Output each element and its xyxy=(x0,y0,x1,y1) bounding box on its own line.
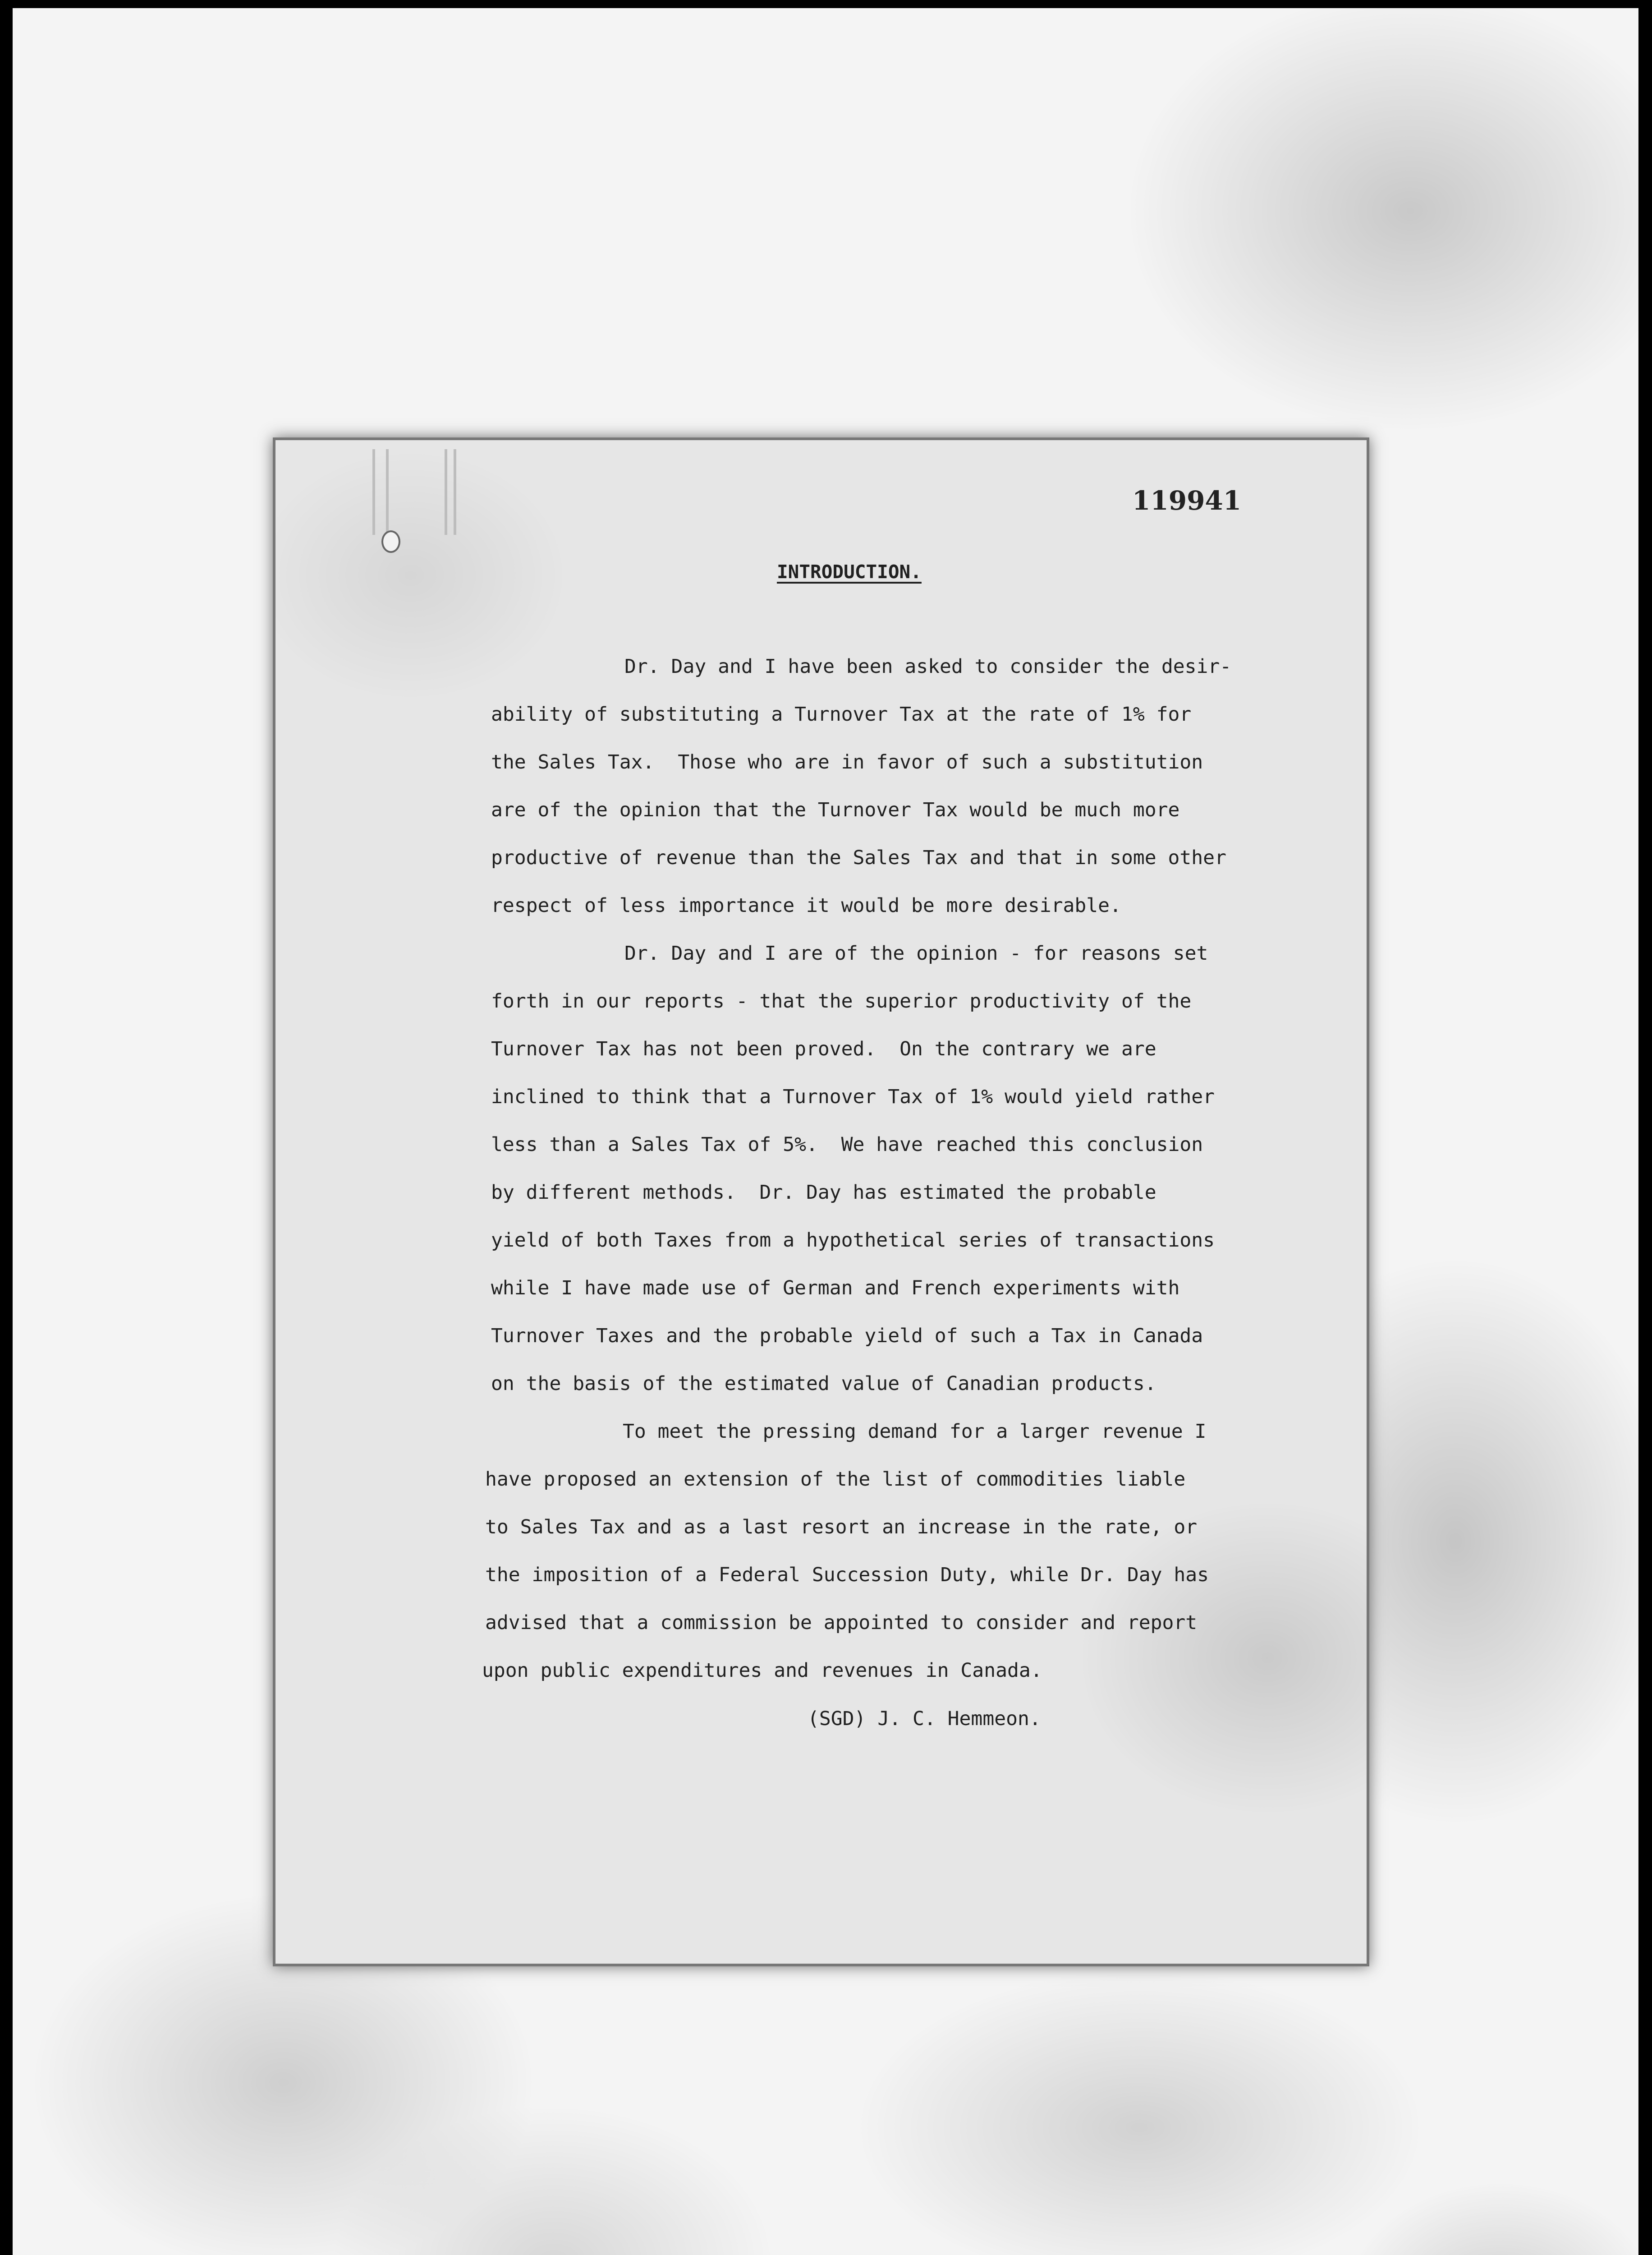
body-line: respect of less importance it would be more desirable. xyxy=(491,894,1121,917)
document-title: INTRODUCTION. xyxy=(777,561,922,583)
body-line: are of the opinion that the Turnover Tax would be much more xyxy=(491,799,1180,821)
typed-document-page xyxy=(273,437,1369,1966)
body-line: less than a Sales Tax of 5%. We have reached this conclusion xyxy=(491,1133,1203,1156)
body-line: the imposition of a Federal Succession Duty, while Dr. Day has xyxy=(485,1564,1209,1586)
body-line: upon public expenditures and revenues in Canada. xyxy=(482,1659,1042,1682)
body-line: inclined to think that a Turnover Tax of 1% would yield rather xyxy=(491,1086,1215,1108)
body-line: Dr. Day and I have been asked to consider the desir- xyxy=(624,655,1232,678)
body-line: To meet the pressing demand for a larger revenue I xyxy=(623,1420,1207,1443)
body-line: advised that a commission be appointed to consider and report xyxy=(485,1611,1198,1634)
body-line: on the basis of the estimated value of Canadian products. xyxy=(491,1372,1156,1395)
document-number: 119941 xyxy=(1132,485,1242,516)
body-line: ability of substituting a Turnover Tax at the rate of 1% for xyxy=(491,703,1192,726)
staple-mark xyxy=(454,449,456,535)
body-line: to Sales Tax and as a last resort an increase in the rate, or xyxy=(485,1516,1198,1538)
staple-mark xyxy=(445,449,447,535)
body-line: the Sales Tax. Those who are in favor of such a substitution xyxy=(491,751,1203,773)
body-line: Turnover Tax has not been proved. On the contrary we are xyxy=(491,1038,1156,1060)
body-line: while I have made use of German and French experiments with xyxy=(491,1277,1180,1299)
body-line: productive of revenue than the Sales Tax and that in some other xyxy=(491,847,1226,869)
body-line: yield of both Taxes from a hypothetical series of transactions xyxy=(491,1229,1215,1252)
staple-mark xyxy=(386,449,389,535)
body-line: Dr. Day and I are of the opinion - for reasons set xyxy=(624,942,1208,965)
body-line: forth in our reports - that the superior productivity of the xyxy=(491,990,1192,1012)
body-line: have proposed an extension of the list of commodities liable xyxy=(485,1468,1186,1491)
punch-hole-icon xyxy=(381,530,400,553)
staple-mark xyxy=(372,449,375,535)
body-line: Turnover Taxes and the probable yield of such a Tax in Canada xyxy=(491,1325,1203,1347)
body-line: by different methods. Dr. Day has estimated the probable xyxy=(491,1181,1156,1204)
signature-line: (SGD) J. C. Hemmeon. xyxy=(808,1707,1041,1730)
